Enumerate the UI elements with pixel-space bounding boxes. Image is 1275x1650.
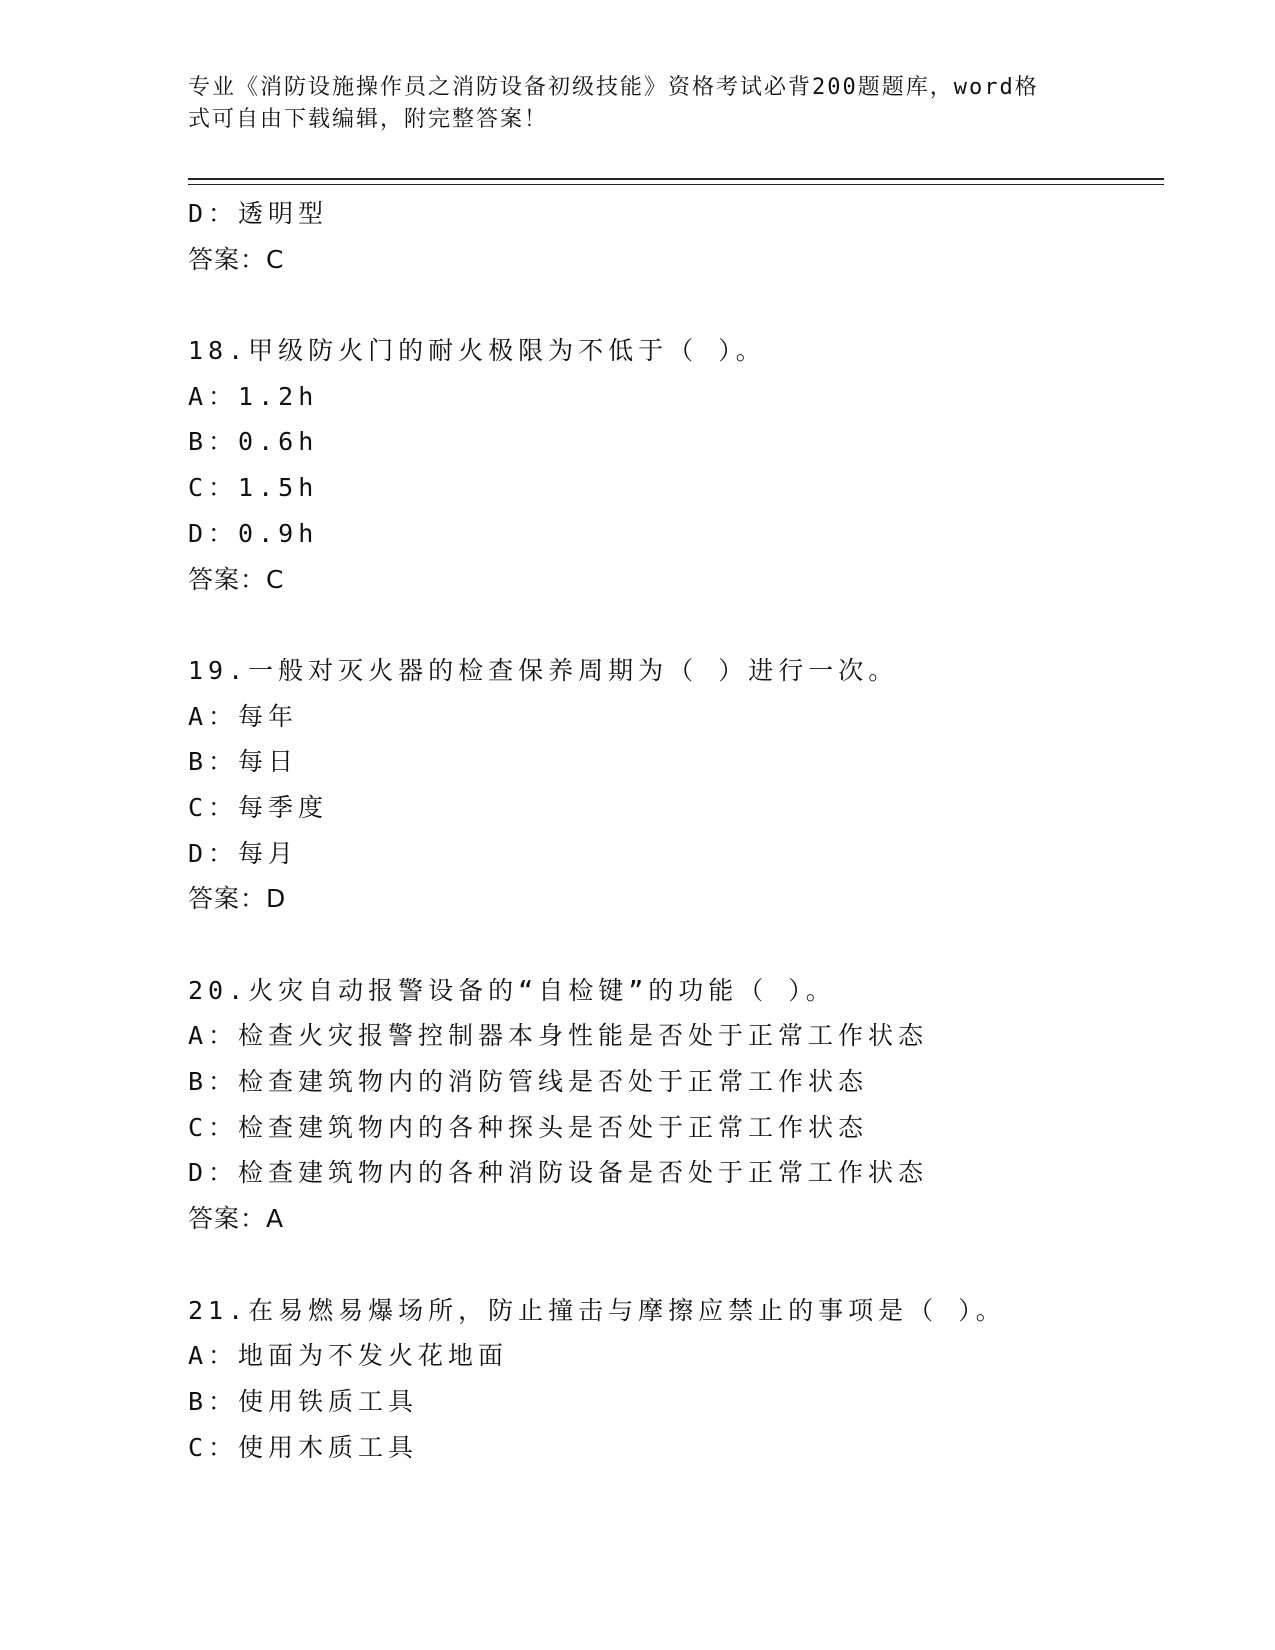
- option-b: B：0.6h: [188, 427, 319, 457]
- prev-answer: 答案：C: [188, 244, 285, 274]
- option-c: C：使用木质工具: [188, 1432, 419, 1462]
- question-list: [188, 191, 1168, 1470]
- question-stem: 19.一般对灭火器的检查保养周期为（ ）进行一次。: [188, 655, 899, 685]
- spacer: [188, 1242, 1168, 1288]
- question-stem: 21.在易燃易爆场所，防止撞击与摩擦应禁止的事项是（ ）。: [188, 1295, 1006, 1325]
- option-a: A：1.2h: [188, 381, 319, 411]
- document-header: [188, 72, 1068, 136]
- option-a: A：地面为不发火花地面: [188, 1341, 509, 1371]
- option-d: D：检查建筑物内的各种消防设备是否处于正常工作状态: [188, 1158, 929, 1188]
- question-20: [188, 968, 1168, 1242]
- option-d: D：每月: [188, 838, 299, 868]
- spacer: [188, 602, 1168, 648]
- option-b: B：使用铁质工具: [188, 1386, 419, 1416]
- header-divider-thick: [188, 178, 1164, 180]
- prev-option-d: D：透明型: [188, 199, 329, 228]
- option-c: C：1.5h: [188, 473, 319, 503]
- option-c: C：检查建筑物内的各种探头是否处于正常工作状态: [188, 1112, 869, 1142]
- option-a: A：每年: [188, 701, 299, 731]
- spacer: [188, 922, 1168, 968]
- question-19: [188, 648, 1168, 922]
- answer: 答案：C: [188, 564, 285, 594]
- option-b: B：每日: [188, 747, 299, 777]
- question-stem: 20.火灾自动报警设备的“自检键”的功能（ ）。: [188, 975, 836, 1005]
- option-c: C：每季度: [188, 792, 329, 822]
- option-a: A：检查火灾报警控制器本身性能是否处于正常工作状态: [188, 1021, 929, 1051]
- option-b: B：检查建筑物内的消防管线是否处于正常工作状态: [188, 1067, 869, 1097]
- question-stem: 18.甲级防火门的耐火极限为不低于（ ）。: [188, 336, 766, 366]
- header-divider-thin: [188, 184, 1164, 185]
- header-line-1: 专业《消防设施操作员之消防设备初级技能》资格考试必背200题题库，word格: [188, 75, 1039, 100]
- spacer: [188, 282, 1168, 328]
- answer: 答案：D: [188, 884, 287, 914]
- answer: 答案：A: [188, 1204, 285, 1234]
- header-line-2: 式可自由下载编辑，附完整答案！: [188, 107, 549, 132]
- question-18: [188, 328, 1168, 602]
- question-21: [188, 1288, 1168, 1471]
- option-d: D：0.9h: [188, 518, 319, 548]
